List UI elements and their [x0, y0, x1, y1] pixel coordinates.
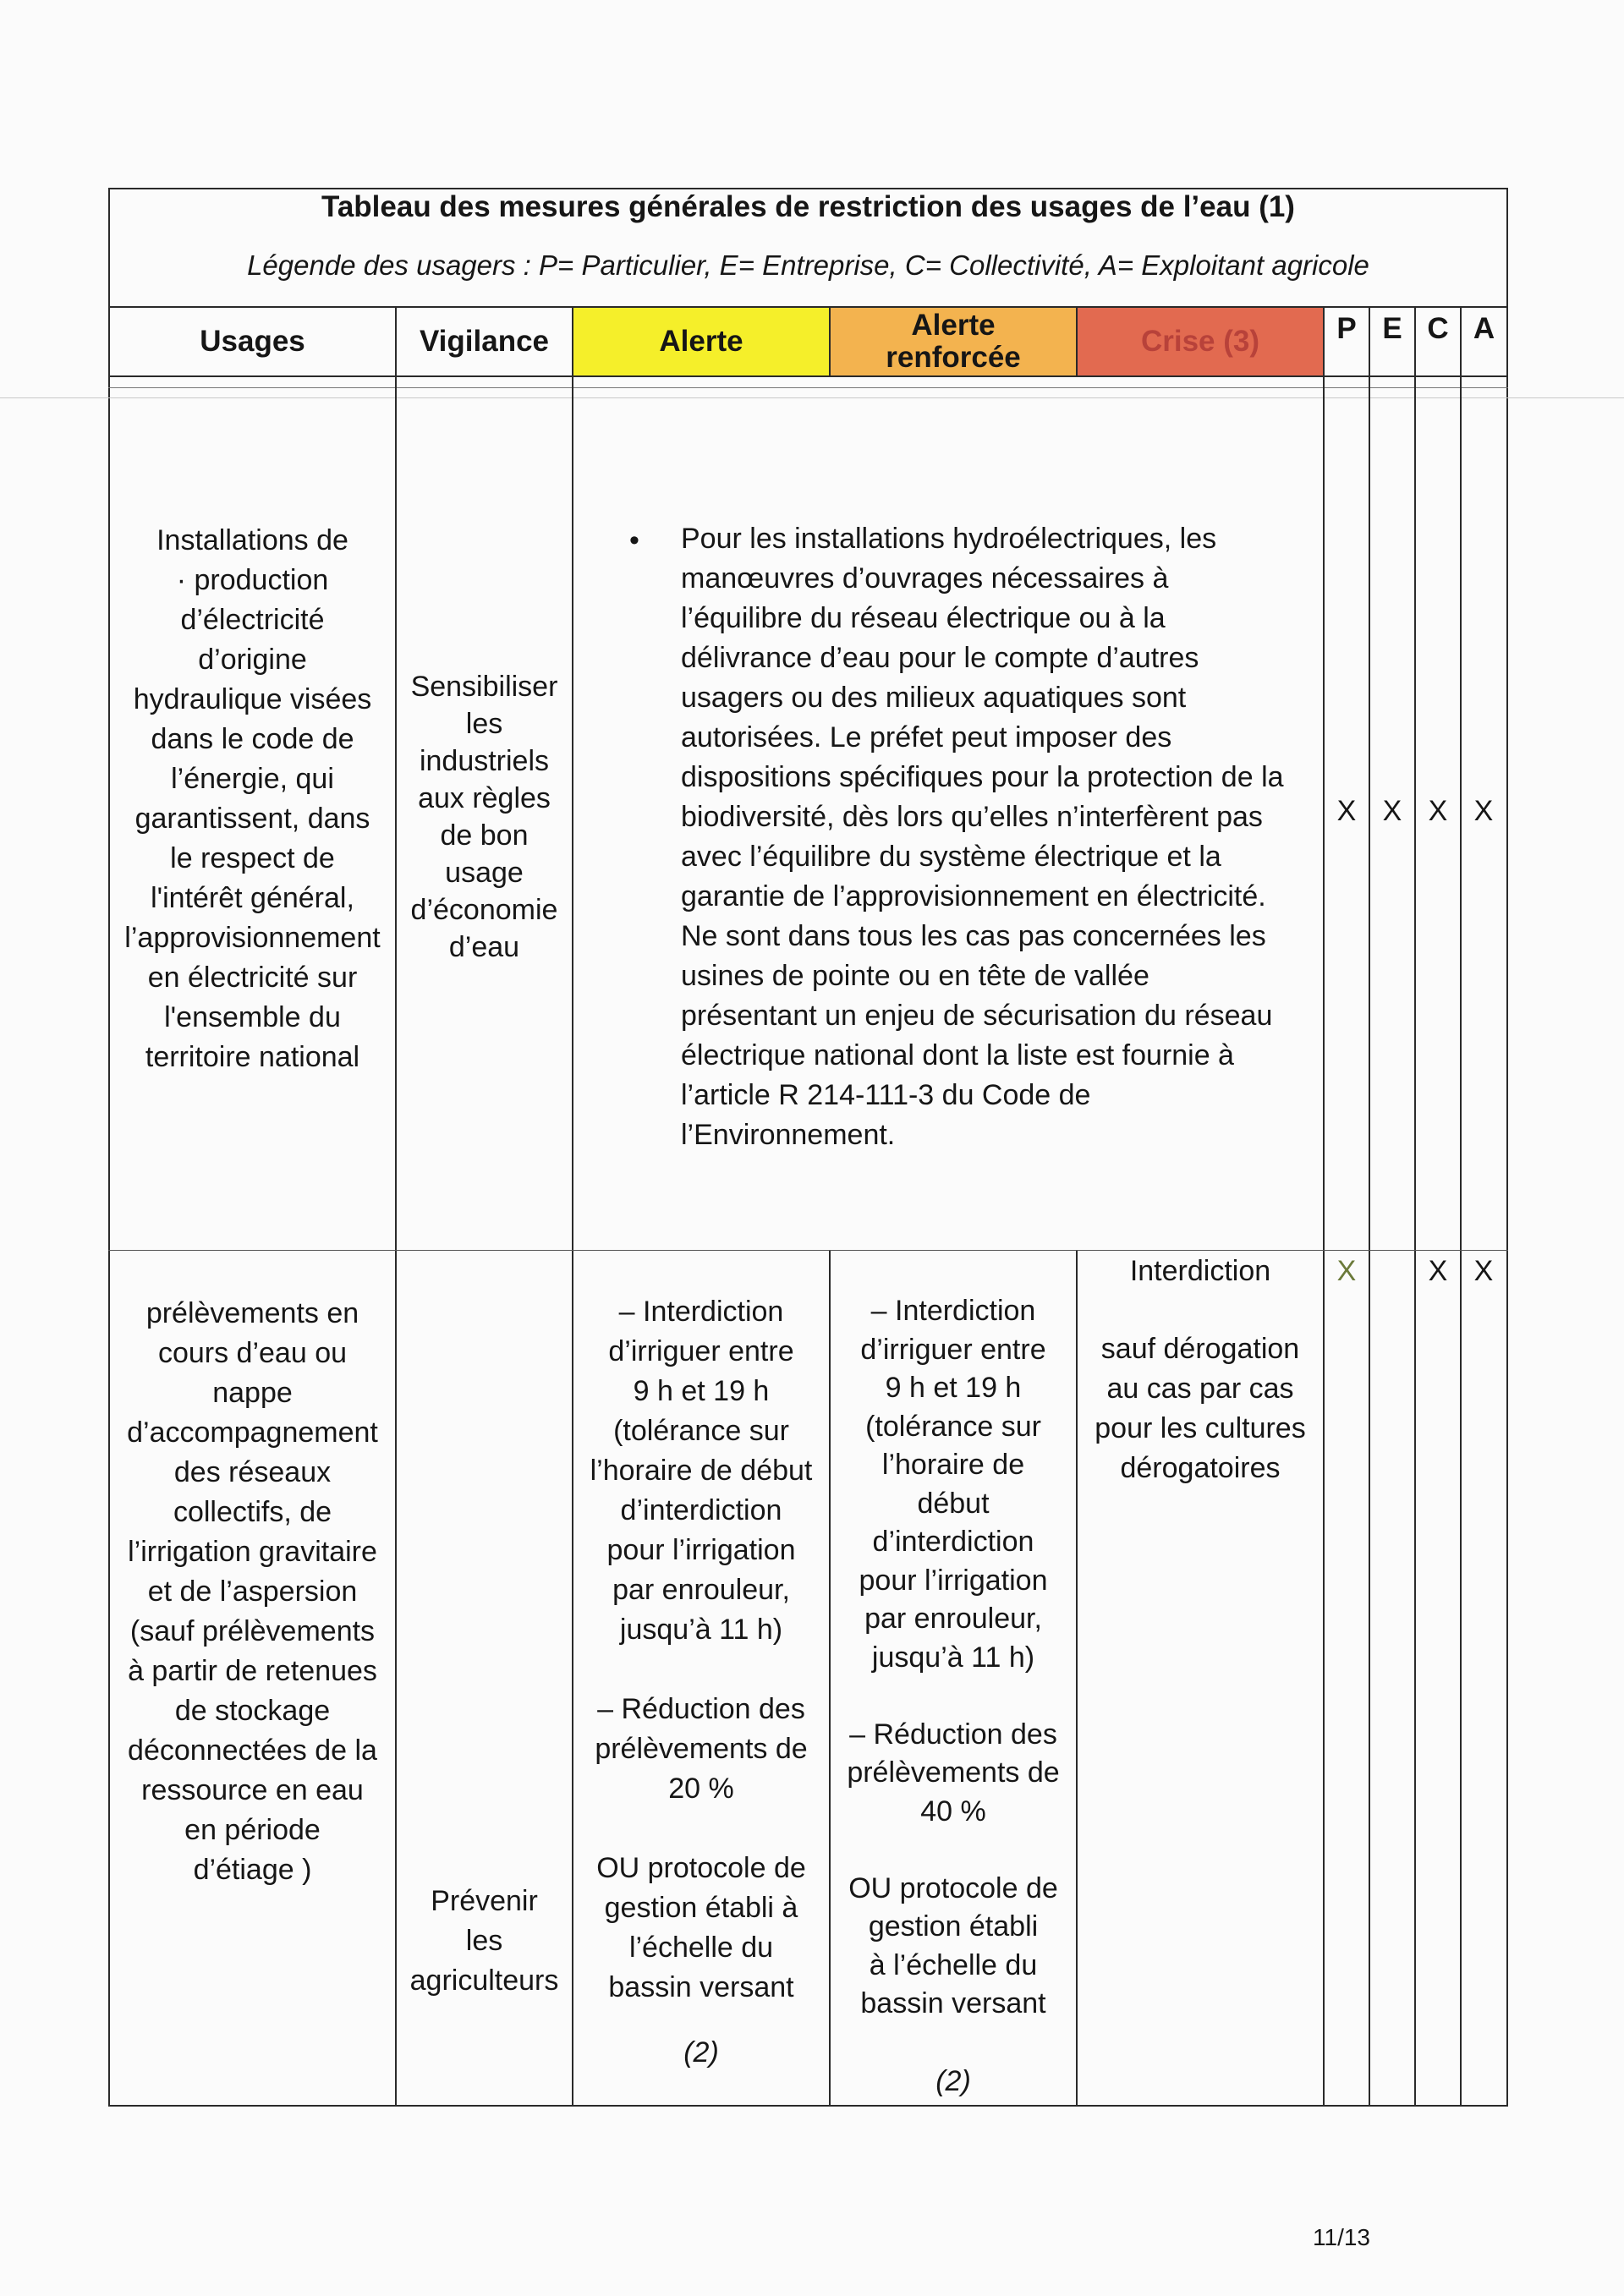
- row2-crise: sauf dérogation au cas par cas pour les cultures dérogatoires: [1095, 1333, 1306, 1484]
- row1-mark-c: X: [1428, 795, 1448, 827]
- col-line-8: [1460, 306, 1462, 2107]
- col-line-5: [1323, 306, 1325, 2107]
- row2-alerte-renforcee: – Interdiction d’irriguer entre 9 h et 19 h (tolérance sur l’horaire de début d’interdiction pour l’irrigation par enrouleur, jusqu’à 11 h) – Réduction des prélèvements de 40 % OU protocole de gestion établi à l’échelle du bassin versant: [847, 1295, 1060, 2019]
- row1-bullet: •: [629, 524, 639, 556]
- col-line-4b: [1076, 1250, 1078, 2107]
- header-vigilance: Vigilance: [419, 325, 550, 358]
- header-usages: Usages: [200, 325, 305, 358]
- header-alerte-renforcee: [831, 308, 1076, 375]
- col-line-1: [395, 306, 397, 2107]
- header-p: P: [1336, 312, 1357, 345]
- row2-alerte-note: (2): [683, 2036, 719, 2069]
- row2-alerte-renforcee-note: (2): [935, 2065, 971, 2097]
- row2-vigilance: Prévenir les agriculteurs: [409, 1885, 559, 1997]
- col-line-4: [1076, 306, 1078, 375]
- header-a: A: [1473, 312, 1495, 345]
- row2-usage: prélèvements en cours d’eau ou nappe d’accompagnement des réseaux collectifs, de l’irrigation gravitaire et de l’aspersion (sauf prélèvements à partir de retenues de stockage déconnectées de la ressource en eau en période d’étiage ): [127, 1297, 378, 1886]
- col-line-6: [1369, 306, 1370, 2107]
- row2-crise-title: Interdiction: [1129, 1255, 1271, 1287]
- row1-usage: Installations de · production d’électricité d’origine hydraulique visées dans le code de l’énergie, qui garantissent, dans le respect de l'intérêt général, l’approvisionnement en électricité sur l'ensemble du territoire national: [124, 524, 381, 1073]
- row-separator: [108, 1250, 1508, 1251]
- scan-artifact-line: [0, 397, 1624, 398]
- page-number: 11/13: [1313, 2224, 1370, 2250]
- row2-alerte: – Interdiction d’irriguer entre 9 h et 19 h (tolérance sur l’horaire de début d’interdiction pour l’irrigation par enrouleur, jusqu’à 11 h) – Réduction des prélèvements de 20 % OU protocole de gestion établi à l’échelle du bassin versant: [590, 1296, 813, 2003]
- col-line-3: [829, 306, 831, 375]
- row1-measure: Pour les installations hydroélectriques, les manœuvres d’ouvrages nécessaires à l’équilibre du réseau électrique ou à la délivrance d’eau pour le compte d’autres usagers ou des milieux aquatiques sont autorisées. Le préfet peut imposer des dispositions spécifiques pour la protection de la biodiversité, dès lors qu’elles n’interfèrent pas avec l’équilibre du système électrique et la garantie de l’approvisionnement en électricité. Ne sont dans tous les cas pas concernées les usines de pointe ou en tête de vallée présentant un enjeu de sécurisation du réseau électrique national dont la liste est fournie à l’article R 214-111-3 du Code de l’Environnement.: [681, 523, 1284, 1151]
- header-bottom-line: [108, 375, 1508, 377]
- table-title: Tableau des mesures générales de restriction des usages de l’eau (1): [321, 190, 1295, 223]
- header-c: C: [1427, 312, 1449, 345]
- row1-vigilance: Sensibiliser les industriels aux règles de bon usage d’économie d’eau: [410, 671, 558, 963]
- header-e: E: [1382, 312, 1402, 345]
- row1-mark-e: X: [1382, 795, 1402, 827]
- row1-mark-a: X: [1473, 795, 1494, 827]
- table-legend: Légende des usagers : P= Particulier, E= Entreprise, C= Collectivité, A= Exploitant agricole: [247, 249, 1369, 281]
- col-line-2: [572, 306, 573, 2107]
- col-line-7: [1414, 306, 1416, 2107]
- row2-mark-p: X: [1336, 1255, 1357, 1287]
- row1-mark-p: X: [1336, 795, 1357, 827]
- header-alerte: Alerte: [573, 308, 829, 375]
- header-bottom-line-2: [108, 387, 1508, 388]
- col-line-3b: [829, 1250, 831, 2107]
- row2-mark-c: X: [1428, 1255, 1448, 1287]
- header-crise: Crise (3): [1078, 308, 1323, 375]
- header-alerte-renforcee-label: Alerte renforcée: [886, 309, 1021, 374]
- row2-mark-a: X: [1473, 1255, 1494, 1287]
